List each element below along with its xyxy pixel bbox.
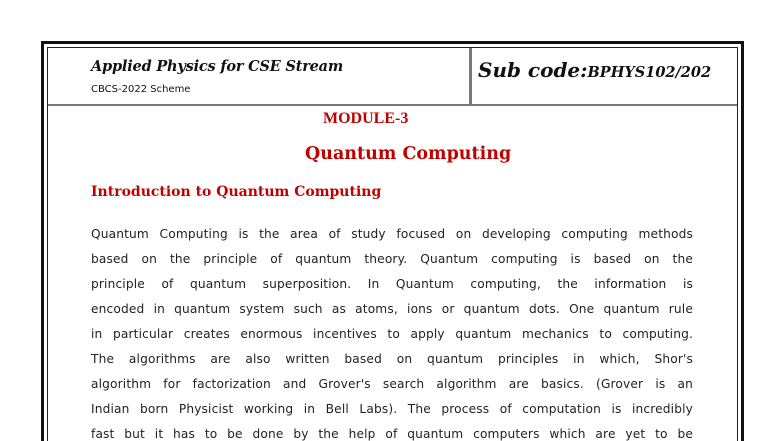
body-line: Indian born Physicist working in Bell Labs). The process of computation is incredibly — [91, 402, 693, 416]
scheme-label: CBCS-2022 Scheme — [91, 84, 191, 95]
intro-heading: Introduction to Quantum Computing — [91, 184, 382, 200]
body-line: algorithm for factorization and Grover's search algorithm are basics. (Grover is an — [91, 377, 693, 391]
body-line: The algorithms are also written based on quantum principles in which, Shor's — [91, 352, 693, 366]
course-title: Applied Physics for CSE Stream — [91, 58, 344, 75]
body-line: encoded in quantum system such as atoms, ions or quantum dots. One quantum rule — [91, 302, 693, 316]
subject-code — [478, 58, 711, 82]
body-line: principle of quantum superposition. In Quantum computing, the information is — [91, 277, 693, 291]
body-line: based on the principle of quantum theory. Quantum computing is based on the — [91, 252, 693, 266]
body-paragraph — [91, 224, 693, 441]
header-horizontal-divider — [48, 104, 737, 106]
subject-code-prefix: Sub code: — [478, 58, 588, 82]
section-title: Quantum Computing — [305, 144, 512, 164]
module-label: MODULE-3 — [323, 110, 409, 127]
header-vertical-divider — [469, 48, 472, 105]
subject-code-value: BPHYS102/202 — [587, 64, 712, 81]
body-line: fast but it has to be done by the help of quantum computers which are yet to be — [91, 427, 693, 441]
body-line: in particular creates enormous incentives to apply quantum mechanics to computing. — [91, 327, 693, 341]
body-line: Quantum Computing is the area of study focused on developing computing methods — [91, 227, 693, 241]
